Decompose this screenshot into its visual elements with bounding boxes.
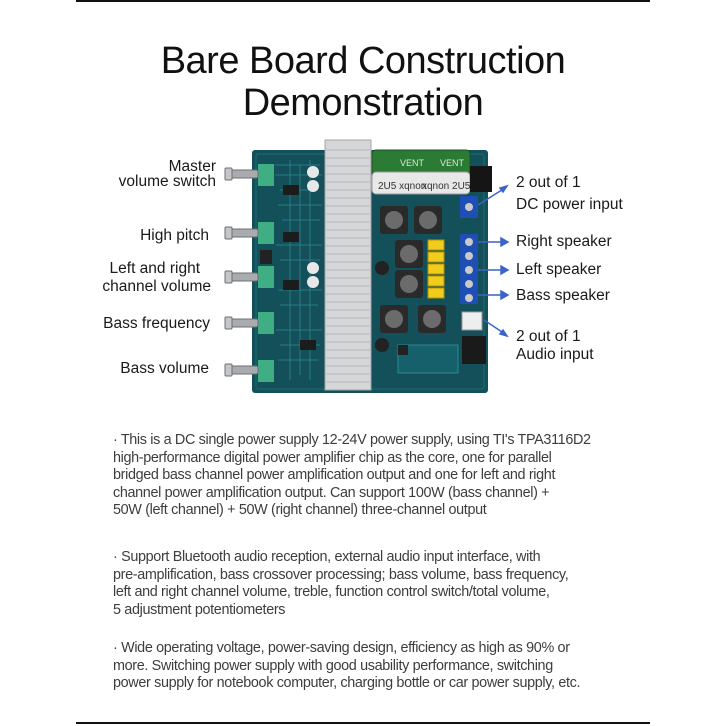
paragraph-1-line: · This is a DC single power supply 12-24V power supply, using TI's TPA3116D2 [113,432,591,448]
bottom-divider [76,722,650,724]
label-lr-volume-line2: channel volume [102,278,211,295]
paragraph-1-line: high-performance digital power amplifier chip as the core, one for parallel [113,449,552,466]
page-title-line2: Demonstration [242,82,484,124]
label-left-speaker: Left speaker [516,261,602,278]
capacitor-text-1: 2U5 xqnon [378,181,427,192]
audio-jack [462,336,486,364]
label-dc-input-line1: 2 out of 1 [516,174,581,191]
paragraph-1-line: bridged bass channel power amplification output and one for left and right [113,467,556,483]
capacitor-text-2: xqnon 2U5 [422,181,471,192]
label-master-volume-line2: volume switch [118,173,216,190]
paragraph-3-line: power supply for notebook computer, charging bottle or car power supply, etc. [113,675,581,691]
paragraph-2-line: 5 adjustment potentiometers [113,601,286,618]
paragraph-1-line: channel power amplification output. Can support 100W (bass channel) + [113,484,550,501]
paragraph-3-line: more. Switching power supply with good usability performance, switching [113,657,553,674]
dc-jack [470,166,492,192]
paragraph-2-line: left and right channel volume, treble, function control switch/total volume, [113,584,550,600]
paragraph-3-line: · Wide operating voltage, power-saving design, efficiency as high as 90% or [113,640,570,656]
paragraph-2-line: pre-amplification, bass crossover processing; bass volume, bass frequency, [113,566,569,583]
speaker-terminals [460,196,478,304]
capacitor-text-4: VENT [440,158,465,168]
description-paragraph-2 [113,549,633,619]
label-bass-frequency: Bass frequency [103,315,210,332]
film-capacitors [428,240,444,298]
audio-connector [462,312,482,330]
label-high-pitch: High pitch [140,227,209,244]
page-title-line1: Bare Board Construction [160,40,566,82]
description-paragraph-3 [113,640,633,693]
heatsink [325,140,371,390]
label-master-volume-line1: Master [168,158,216,175]
description-paragraph-1 [113,432,633,520]
label-right-speaker: Right speaker [516,233,612,250]
label-lr-volume-line1: Left and right [109,260,200,277]
paragraph-1-line: 50W (left channel) + 50W (right channel) three-channel output [113,502,487,518]
label-bass-volume: Bass volume [120,360,209,377]
capacitor-text-3: VENT [400,158,425,168]
label-dc-input-line2: DC power input [516,196,623,213]
label-bass-speaker: Bass speaker [516,287,610,304]
paragraph-2-line: · Support Bluetooth audio reception, external audio input interface, with [113,549,541,565]
label-audio-input-line2: Audio input [516,346,594,363]
label-audio-input-line1: 2 out of 1 [516,328,581,345]
